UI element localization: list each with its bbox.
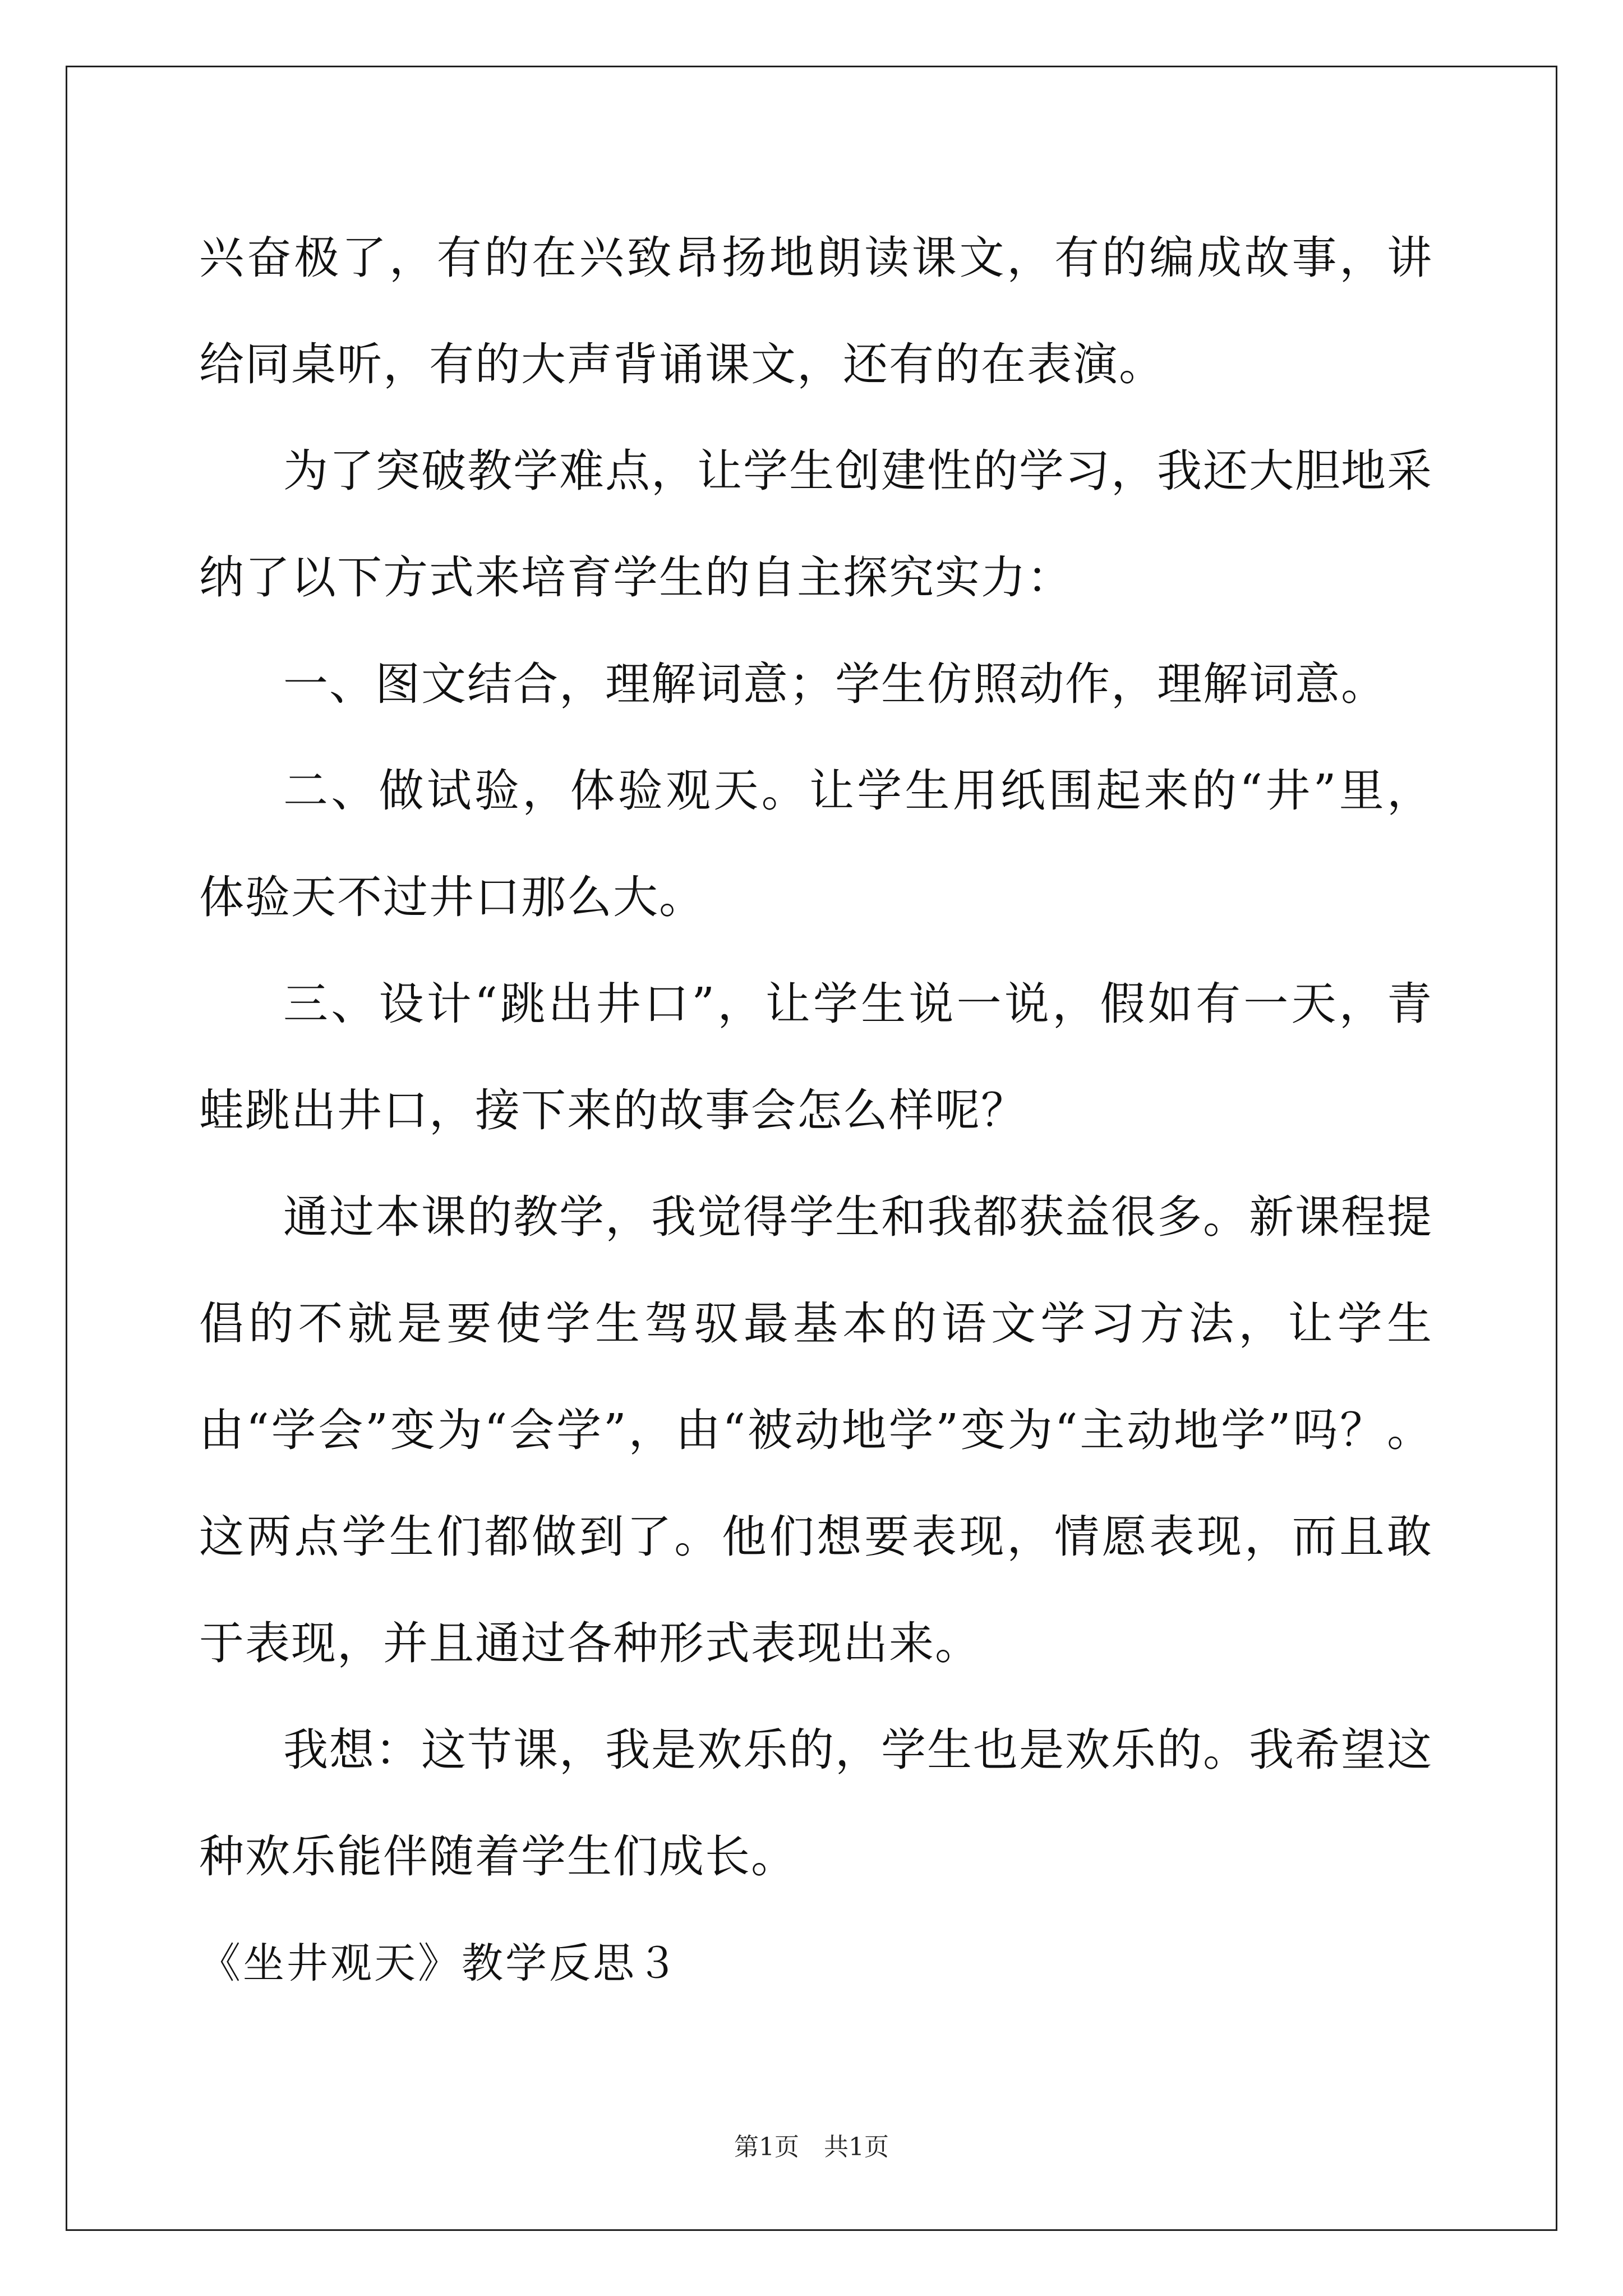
paragraph: 兴奋极了，有的在兴致昂扬地朗读课文，有的编成故事，讲给同桌听，有的大声背诵课文，还有的在表演。 [199,232,1433,390]
document-body [199,205,1433,2017]
paragraph: 二、做试验，体验观天。让学生用纸围起来的“井”里，体验天不过井口那么大。 [199,765,1433,923]
paragraph: 一、图文结合，理解词意；学生仿照动作，理解词意。 [283,658,1387,710]
paragraph: 通过本课的教学，我觉得学生和我都获益很多。新课程提倡的不就是要使学生驾驭最基本的语文学习方法，让学生由“学会”变为“会学”，由“被动地学”变为“主动地学”吗？。这两点学生们都做到了。他们想要表现，情愿表现，而且敢于表现，并且通过各种形式表现出来。 [199,1191,1433,1669]
page-number: 第1页 [734,2133,799,2161]
page-footer [0,2131,1623,2164]
paragraph: 为了突破教学难点，让学生创建性的学习，我还大胆地采纳了以下方式来培育学生的自主探究实力： [199,445,1433,604]
section-title: 《坐井观天》教学反思３ [199,1939,680,1987]
paragraph: 我想：这节课，我是欢乐的，学生也是欢乐的。我希望这种欢乐能伴随着学生们成长。 [199,1724,1433,1883]
paragraph: 三、设计“跳出井口”，让学生说一说，假如有一天，青蛙跳出井口，接下来的故事会怎么样呢？ [199,978,1433,1137]
page-total: 共1页 [824,2133,889,2161]
